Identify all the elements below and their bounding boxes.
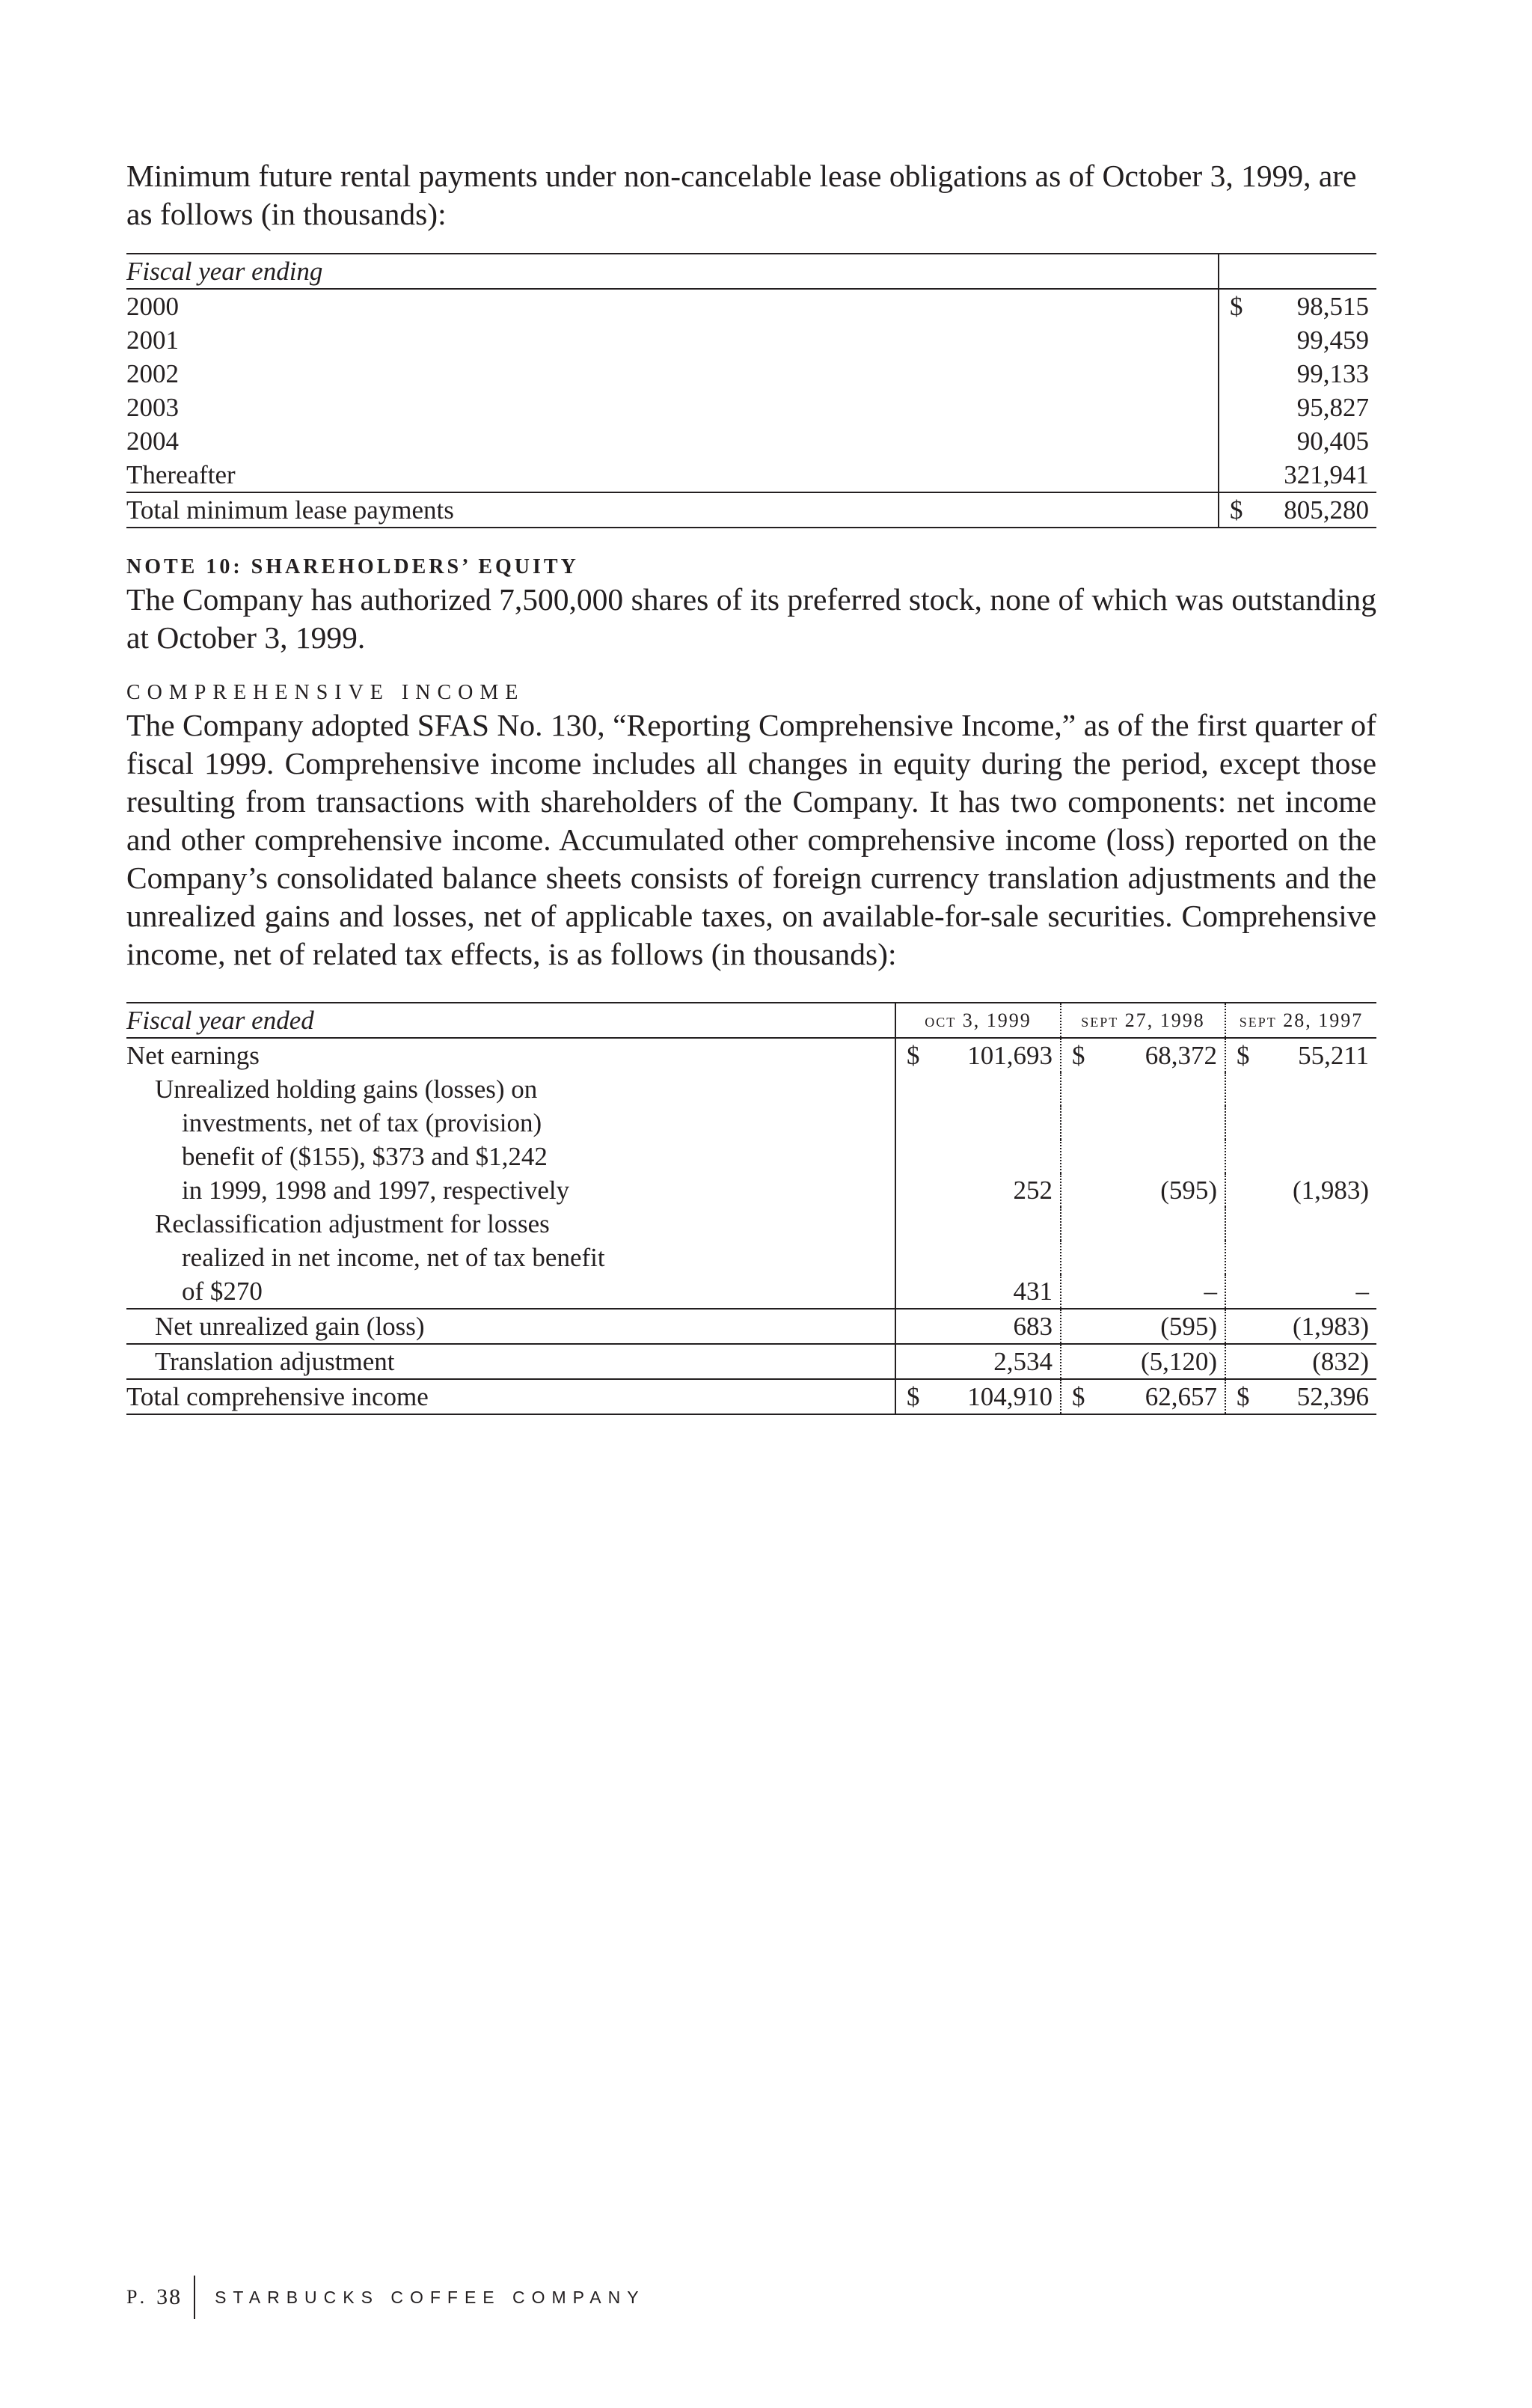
lease-intro: Minimum future rental payments under non-cancelable lease obligations as of October 3, 1999, are as follows (in thousands):: [126, 159, 1357, 231]
table-row: [126, 289, 1376, 323]
currency-symbol: $: [895, 1038, 930, 1072]
lease-year: 2003: [126, 393, 179, 422]
table-row: Unrealized holding gains (losses) on: [126, 1072, 1376, 1106]
lease-total-row: [126, 492, 1376, 528]
currency-symbol: $: [1219, 289, 1253, 323]
column-header: oct 3, 1999: [895, 1003, 1061, 1038]
ci-header-row: [126, 1003, 1376, 1038]
comprehensive-income-subheading: COMPREHENSIVE INCOME: [126, 681, 525, 704]
currency-symbol: $: [1219, 492, 1253, 528]
total-comprehensive-label: Total comprehensive income: [126, 1379, 895, 1414]
note-10-text: The Company has authorized 7,500,000 shares of its preferred stock, none of which was outstanding at October 3, 1999.: [126, 582, 1376, 655]
table-row: [126, 357, 1376, 391]
lease-amount: 95,827: [1296, 393, 1369, 422]
translation-label: Translation adjustment: [126, 1344, 895, 1379]
currency-symbol: $: [895, 1379, 930, 1414]
company-name: STARBUCKS COFFEE COMPANY: [215, 2287, 646, 2307]
table-row: of $270 431 – –: [126, 1274, 1376, 1309]
table-row: investments, net of tax (provision): [126, 1106, 1376, 1140]
lease-year: 2002: [126, 359, 179, 388]
lease-year: 2001: [126, 326, 179, 355]
comprehensive-income-text: The Company adopted SFAS No. 130, “Reporting Comprehensive Income,” as of the first quarter of fiscal 1999. Comprehensive income includes all changes in equity during the period, except those resulting from transactions with shareholders of the Company. It has two components: net income and other comprehensive income. Accumulated other comprehensive income (loss) reported on the Company’s consolidated balance sheets consists of foreign currency translation adjustments and the unrealized gains and losses, net of applicable taxes, on available-for-sale securities. Comprehensive income, net of related tax effects, is as follows (in thousands):: [126, 708, 1376, 971]
table-row: Net earnings $ 101,693 $ 68,372 $ 55,211: [126, 1038, 1376, 1072]
column-header: sept 28, 1997: [1225, 1003, 1376, 1038]
lease-amount: 99,459: [1296, 326, 1369, 355]
lease-total-label: Total minimum lease payments: [126, 492, 1219, 528]
table-row: in 1999, 1998 and 1997, respectively 252 (595) (1,983): [126, 1173, 1376, 1207]
ci-header: Fiscal year ended: [126, 1003, 895, 1038]
table-row: [126, 458, 1376, 492]
footer-divider: [194, 2276, 195, 2319]
net-unrealized-label: Net unrealized gain (loss): [126, 1309, 895, 1344]
ci-total-row: Total comprehensive income $ 104,910 $ 62,657 $ 52,396: [126, 1379, 1376, 1414]
page-content: [126, 157, 1376, 1415]
page-number: 38: [156, 2285, 183, 2309]
page-prefix: P.: [126, 2286, 150, 2308]
lease-amount: 99,133: [1296, 359, 1369, 388]
lease-amount: 98,515: [1296, 292, 1369, 321]
table-row: Reclassification adjustment for losses: [126, 1207, 1376, 1241]
lease-year: 2000: [126, 292, 179, 321]
lease-year: 2004: [126, 427, 179, 456]
table-row: benefit of ($155), $373 and $1,242: [126, 1140, 1376, 1173]
table-row: [126, 391, 1376, 424]
comprehensive-income-table: [126, 1002, 1376, 1415]
note-10-heading: NOTE 10: SHAREHOLDERS’ EQUITY: [126, 555, 579, 578]
lease-header-row: [126, 254, 1376, 289]
table-row: Net unrealized gain (loss) 683 (595) (1,983): [126, 1309, 1376, 1344]
lease-year: Thereafter: [126, 460, 236, 489]
table-row: Translation adjustment 2,534 (5,120) (832): [126, 1344, 1376, 1379]
net-earnings-label: Net earnings: [126, 1041, 260, 1070]
lease-total-amount: 805,280: [1253, 492, 1376, 528]
column-header: sept 27, 1998: [1061, 1003, 1225, 1038]
table-row: [126, 424, 1376, 458]
lease-table: [126, 253, 1376, 528]
lease-amount: 321,941: [1284, 460, 1369, 489]
table-row: [126, 323, 1376, 357]
lease-header: Fiscal year ending: [126, 254, 1219, 289]
table-row: realized in net income, net of tax benefit: [126, 1241, 1376, 1274]
lease-amount: 90,405: [1296, 427, 1369, 456]
page-footer: [126, 2276, 646, 2318]
